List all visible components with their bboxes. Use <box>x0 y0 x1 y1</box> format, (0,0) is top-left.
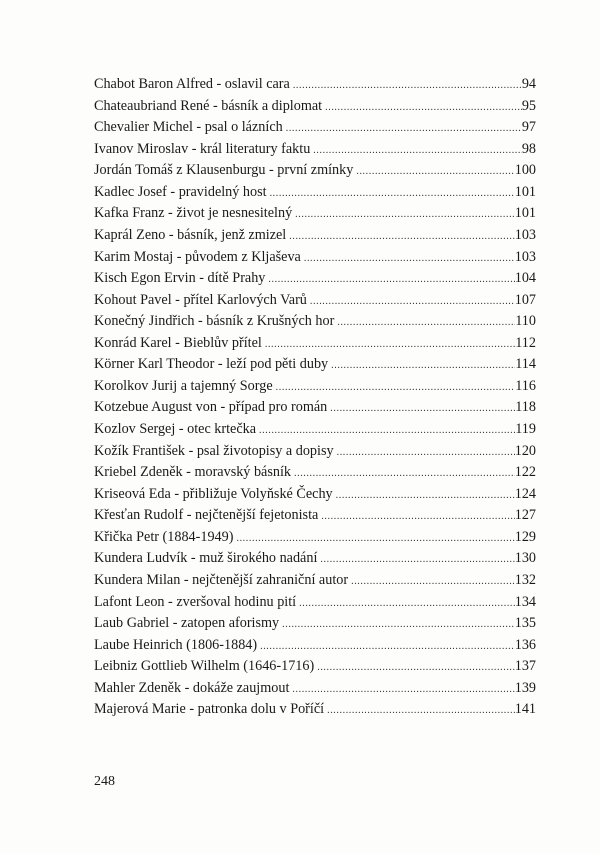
toc-entry <box>94 182 536 204</box>
entry-page: 139 <box>514 679 536 696</box>
entry-page: 118 <box>515 399 536 416</box>
dot-leader <box>321 506 514 528</box>
entry-page: 103 <box>514 226 536 243</box>
entry-page: 97 <box>521 119 536 136</box>
dot-leader <box>268 269 514 291</box>
entry-title: Kohout Pavel - přítel Karlových Varů <box>94 291 307 308</box>
toc-entry <box>94 225 536 247</box>
entry-page: 130 <box>514 550 536 567</box>
entry-title: Chevalier Michel - psal o lázních <box>94 119 283 136</box>
toc-entry <box>94 117 536 139</box>
entry-title: Lafont Leon - zveršoval hodinu pití <box>94 593 297 610</box>
toc-entry <box>94 354 536 376</box>
entry-page: 132 <box>514 571 536 588</box>
entry-title: Kisch Egon Ervin - dítě Prahy <box>94 270 266 287</box>
entry-page: 98 <box>521 140 536 157</box>
toc-entry <box>94 592 536 614</box>
entry-title: Kožík František - psal životopisy a dopisy <box>94 442 334 459</box>
dot-leader <box>317 657 515 679</box>
dot-leader <box>356 161 514 183</box>
toc-entry <box>94 268 536 290</box>
entry-page: 120 <box>514 442 536 459</box>
toc-entry <box>94 678 536 700</box>
dot-leader <box>270 183 515 205</box>
entry-title: Karim Mostaj - původem z Kljaševa <box>94 248 301 265</box>
entry-page: 107 <box>514 291 536 308</box>
entry-page: 114 <box>515 356 536 373</box>
page-number: 248 <box>94 774 115 789</box>
entry-page: 134 <box>514 593 536 610</box>
entry-title: Mahler Zdeněk - dokáže zaujmout <box>94 679 290 696</box>
dot-leader <box>282 614 515 636</box>
entry-title: Kriseová Eda - přibližuje Volyňské Čechy <box>94 485 333 502</box>
entry-title: Konečný Jindřich - básník z Krušných hor <box>94 313 335 330</box>
dot-leader <box>330 398 515 420</box>
dot-leader <box>320 549 514 571</box>
entry-page: 136 <box>514 636 536 653</box>
entry-page: 110 <box>515 313 536 330</box>
toc-entry <box>94 613 536 635</box>
dot-leader <box>299 593 515 615</box>
entry-page: 94 <box>521 76 536 92</box>
entry-page: 137 <box>514 658 536 675</box>
dot-leader <box>259 420 515 442</box>
toc-entry <box>94 139 536 161</box>
entry-page: 112 <box>515 334 536 351</box>
toc-entry <box>94 311 536 333</box>
dot-leader <box>293 75 522 97</box>
entry-title: Kafka Franz - život je nesnesitelný <box>94 205 293 222</box>
dot-leader <box>325 97 522 119</box>
dot-leader <box>286 118 522 140</box>
entry-title: Chabot Baron Alfred - oslavil cara <box>94 76 290 92</box>
dot-leader <box>294 463 515 485</box>
toc-entry <box>94 247 536 269</box>
entry-title: Ivanov Miroslav - král literatury faktu <box>94 140 311 157</box>
dot-leader <box>310 291 515 313</box>
entry-page: 127 <box>514 507 536 524</box>
entry-page: 116 <box>515 377 536 394</box>
entry-page: 101 <box>514 183 536 200</box>
toc-entry <box>94 203 536 225</box>
toc-entry <box>94 505 536 527</box>
toc-entry <box>94 635 536 657</box>
entry-page: 100 <box>514 162 536 179</box>
dot-leader <box>337 312 515 334</box>
toc-entry <box>94 527 536 549</box>
entry-title: Křesťan Rudolf - nejčtenější fejetonista <box>94 507 319 524</box>
dot-leader <box>304 248 515 270</box>
dot-leader <box>292 679 514 701</box>
entry-title: Chateaubriand René - básník a diplomat <box>94 97 323 114</box>
dot-leader <box>265 334 515 356</box>
toc-entry <box>94 376 536 398</box>
entry-title: Konrád Karel - Bieblův přítel <box>94 334 262 351</box>
entry-title: Laub Gabriel - zatopen aforismy <box>94 615 280 632</box>
toc-entry <box>94 96 536 118</box>
entry-title: Kozlov Sergej - otec krtečka <box>94 421 257 437</box>
toc-entry <box>94 548 536 570</box>
entry-page: 104 <box>514 270 536 287</box>
toc-entry <box>94 699 536 721</box>
entry-title: Majerová Marie - patronka dolu v Poříčí <box>94 701 325 718</box>
dot-leader <box>351 571 515 593</box>
entry-page: 122 <box>514 464 536 481</box>
entry-title: Kaprál Zeno - básník, jenž zmizel <box>94 226 287 243</box>
toc-entry <box>94 74 536 96</box>
entry-title: Leibniz Gottlieb Wilhelm (1646-1716) <box>94 658 315 675</box>
toc-entry <box>94 397 536 419</box>
entry-page: 141 <box>514 701 536 718</box>
entry-title: Kadlec Josef - pravidelný host <box>94 183 267 200</box>
dot-leader <box>337 442 515 464</box>
entry-page: 124 <box>514 485 536 502</box>
entry-page: 129 <box>514 528 536 545</box>
toc-entry <box>94 290 536 312</box>
entry-page: 135 <box>514 615 536 632</box>
toc-entry <box>94 419 536 441</box>
entry-page: 119 <box>515 421 536 437</box>
dot-leader <box>276 377 516 399</box>
dot-leader <box>260 636 515 658</box>
entry-title: Korolkov Jurij a tajemný Sorge <box>94 377 273 394</box>
entry-page: 103 <box>514 248 536 265</box>
dot-leader <box>236 528 514 550</box>
dot-leader <box>289 226 514 248</box>
entry-title: Kundera Ludvík - muž širokého nadání <box>94 550 318 567</box>
entry-title: Jordán Tomáš z Klausenburgu - první zmínky <box>94 162 354 179</box>
dot-leader <box>336 485 515 507</box>
dot-leader <box>313 140 522 162</box>
dot-leader <box>295 204 515 226</box>
entry-title: Körner Karl Theodor - leží pod pěti duby <box>94 356 329 373</box>
entry-title: Kundera Milan - nejčtenější zahraniční autor <box>94 571 349 588</box>
entry-page: 95 <box>521 97 536 114</box>
entry-title: Kotzebue August von - případ pro román <box>94 399 328 416</box>
toc-entry <box>94 484 536 506</box>
toc-entry <box>94 333 536 355</box>
entry-title: Kriebel Zdeněk - moravský básník <box>94 464 291 481</box>
dot-leader <box>327 700 515 722</box>
table-of-contents <box>94 74 536 721</box>
toc-entry <box>94 462 536 484</box>
dot-leader <box>331 355 515 377</box>
entry-title: Křička Petr (1884-1949) <box>94 528 234 545</box>
toc-entry <box>94 570 536 592</box>
toc-entry <box>94 441 536 463</box>
entry-page: 101 <box>514 205 536 222</box>
entry-title: Laube Heinrich (1806-1884) <box>94 636 258 653</box>
toc-entry <box>94 160 536 182</box>
toc-entry <box>94 656 536 678</box>
